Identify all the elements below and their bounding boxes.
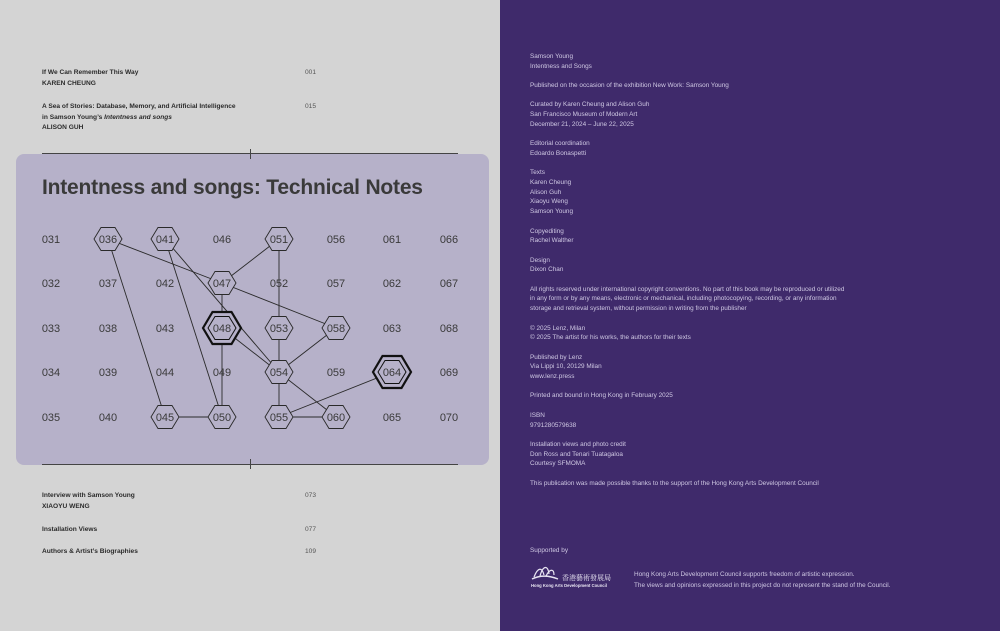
logo-english-text: Hong Kong Arts Development Council (531, 583, 607, 588)
grid-number: 058 (326, 323, 346, 335)
toc-title-italic: Intentness and songs (104, 113, 172, 121)
toc-title: If We Can Remember This Way (42, 69, 139, 76)
colophon-block: All rights reserved under international copyright conventions. No part of this book may be reproduced or utilized in any form or by any means, electronic or mechanical, including photocopying, recording, or any information storage and retrieval system, without permission in writing from the publisher (530, 285, 845, 313)
grid-number: 061 (382, 234, 402, 246)
grid-number: 053 (269, 323, 289, 335)
grid-number: 054 (269, 367, 289, 379)
grid-number: 046 (212, 234, 232, 246)
grid-number: 064 (382, 367, 402, 379)
toc-title: Installation Views (42, 526, 98, 533)
grid-number: 043 (155, 323, 175, 335)
grid-number: 034 (41, 367, 61, 379)
toc-item (42, 525, 282, 536)
colophon-block: Editorial coordination Edoardo Bonaspetti (530, 140, 590, 157)
toc-page-number: 015 (305, 103, 317, 110)
grid-number: 055 (269, 412, 289, 424)
grid-number: 032 (41, 278, 61, 290)
toc-title-prefix: in Samson Young’s (42, 113, 105, 121)
colophon-block: Curated by Karen Cheung and Alison Guh San Francisco Museum of Modern Art December 21, 2024 – June 22, 2025 (530, 101, 650, 128)
grid-number: 062 (382, 278, 402, 290)
grid-number: 050 (212, 412, 232, 424)
crop-mark-bottom (250, 459, 251, 469)
toc-author: XIAOYU WENG (42, 502, 90, 510)
grid-number: 044 (155, 367, 175, 379)
supported-by-label: Supported by (530, 547, 569, 554)
grid-number: 047 (212, 278, 232, 290)
grid-number: 036 (98, 234, 118, 246)
grid-number: 035 (41, 412, 61, 424)
toc-title: Interview with Samson Young (42, 492, 135, 499)
toc-page-number: 073 (305, 492, 317, 499)
grid-number: 051 (269, 234, 289, 246)
grid-number: 041 (155, 234, 175, 246)
grid-number: 042 (155, 278, 175, 290)
grid-number: 040 (98, 412, 118, 424)
toc-title: Authors & Artist’s Biographies (42, 548, 138, 555)
toc-item (42, 547, 282, 558)
grid-number: 070 (439, 412, 459, 424)
colophon-block: Printed and bound in Hong Kong in February 2025 (530, 392, 673, 400)
toc-page-number: 109 (305, 548, 317, 555)
panel-title: Intentness and songs: Technical Notes (42, 176, 423, 199)
toc-page-number: 077 (305, 526, 317, 533)
colophon-block: ISBN 9791280579638 (530, 411, 577, 429)
logo-chinese-text: 香港藝術發展局 (562, 575, 611, 582)
toc-title: A Sea of Stories: Database, Memory, and Artificial Intelligence (42, 103, 236, 110)
colophon (530, 52, 890, 498)
colophon-block: Published on the occasion of the exhibition New Work: Samson Young (530, 82, 729, 90)
grid-number: 031 (41, 234, 61, 246)
colophon-block: Copyediting Rachel Walther (530, 227, 574, 245)
grid-number: 045 (155, 412, 175, 424)
grid-number: 067 (439, 278, 459, 290)
grid-number: 038 (98, 323, 118, 335)
grid-number: 059 (326, 367, 346, 379)
statement-line: Hong Kong Arts Development Council supports freedom of artistic expression. (634, 571, 855, 578)
colophon-block: © 2025 Lenz, Milan © 2025 The artist for his works, the authors for their texts (530, 324, 691, 342)
grid-number: 039 (98, 367, 118, 379)
grid-number: 060 (326, 412, 346, 424)
grid-number: 049 (212, 367, 232, 379)
colophon-block: Samson Young Intentness and Songs (530, 53, 592, 70)
grid-number: 065 (382, 412, 402, 424)
toc-author: KAREN CHEUNG (42, 79, 96, 87)
colophon-block: Texts Karen Cheung Alison Guh Xiaoyu Weng Samson Young (530, 169, 573, 216)
toc-page-number: 001 (305, 69, 317, 76)
council-statement (634, 570, 924, 591)
grid-number: 048 (212, 323, 232, 335)
statement-line: The views and opinions expressed in this project do not represent the stand of the Council. (634, 581, 891, 589)
toc-item (42, 491, 282, 512)
colophon-block: Published by Lenz Via Lippi 10, 20129 Milan www.lenz.press (530, 353, 602, 381)
colophon-block: Design Dixon Chan (530, 256, 564, 274)
grid-number: 068 (439, 323, 459, 335)
colophon-block: Installation views and photo credit Don Ross and Tenari Tuatagaloa Courtesy SFMOMA (530, 440, 626, 468)
grid-number: 033 (41, 323, 61, 335)
toc-author: ALISON GUH (42, 124, 84, 132)
grid-number: 037 (98, 278, 118, 290)
grid-number: 057 (326, 278, 346, 290)
grid-number: 056 (326, 234, 346, 246)
grid-number: 052 (269, 278, 289, 290)
grid-number: 063 (382, 323, 402, 335)
grid-number: 066 (439, 234, 459, 246)
grid-number: 069 (439, 367, 459, 379)
colophon-block: This publication was made possible thanks to the support of the Hong Kong Arts Development Council (530, 479, 819, 487)
